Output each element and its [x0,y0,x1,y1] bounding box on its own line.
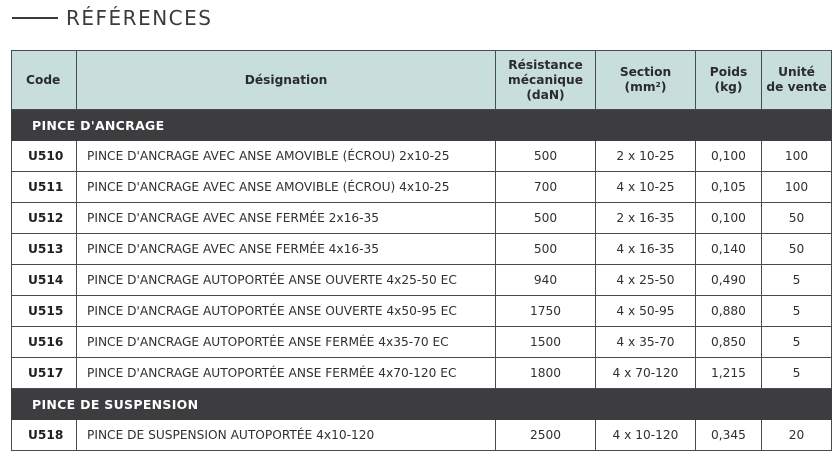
cell-poids: 0,345 [696,420,762,451]
cell-poids: 0,490 [696,265,762,296]
cell-code: U513 [12,234,77,265]
table-row [12,203,832,234]
cell-section: 4 x 25-50 [596,265,696,296]
cell-designation: PINCE D'ANCRAGE AVEC ANSE FERMÉE 4x16-35 [77,234,496,265]
header-resistance [496,51,596,110]
heading-rule [12,17,58,19]
cell-section: 4 x 10-25 [596,172,696,203]
header-section-line: Section [619,65,672,79]
cell-unite: 5 [762,327,832,358]
cell-unite: 50 [762,234,832,265]
cell-code: U517 [12,358,77,389]
cell-resistance: 1800 [496,358,596,389]
cell-section: 4 x 50-95 [596,296,696,327]
cell-code: U510 [12,141,77,172]
table-body [12,110,832,451]
header-resistance-line: Résistance [508,57,583,72]
header-resistance-line: mécanique [508,72,583,87]
cell-section: 2 x 10-25 [596,141,696,172]
cell-code: U518 [12,420,77,451]
cell-unite: 100 [762,172,832,203]
cell-resistance: 500 [496,141,596,172]
table-row [12,141,832,172]
table-header-row [12,51,832,110]
cell-section: 4 x 10-120 [596,420,696,451]
cell-unite: 5 [762,358,832,389]
table-row [12,358,832,389]
cell-unite: 50 [762,203,832,234]
cell-designation: PINCE D'ANCRAGE AVEC ANSE FERMÉE 2x16-35 [77,203,496,234]
cell-poids: 0,850 [696,327,762,358]
cell-unite: 20 [762,420,832,451]
cell-poids: 1,215 [696,358,762,389]
header-poids-line: (kg) [714,80,743,94]
header-resistance-line: (daN) [526,87,565,102]
cell-resistance: 940 [496,265,596,296]
cell-unite: 5 [762,296,832,327]
page-title: RÉFÉRENCES [66,6,213,30]
header-unite-line: Unité [778,65,815,79]
cell-resistance: 1750 [496,296,596,327]
cell-section: 2 x 16-35 [596,203,696,234]
table-row [12,172,832,203]
cell-designation: PINCE D'ANCRAGE AUTOPORTÉE ANSE OUVERTE 4x50-95 EC [77,296,496,327]
table-row [12,296,832,327]
section-heading [12,6,212,30]
header-unite-line: de vente [766,80,827,94]
cell-unite: 100 [762,141,832,172]
header-section [596,51,696,110]
table-row [12,234,832,265]
cell-designation: PINCE D'ANCRAGE AVEC ANSE AMOVIBLE (ÉCROU) 2x10-25 [77,141,496,172]
cell-resistance: 2500 [496,420,596,451]
header-poids-line: Poids [709,65,748,79]
group-label: PINCE DE SUSPENSION [12,389,832,420]
cell-poids: 0,105 [696,172,762,203]
cell-resistance: 1500 [496,327,596,358]
header-poids [696,51,762,110]
cell-resistance: 700 [496,172,596,203]
cell-resistance: 500 [496,203,596,234]
cell-resistance: 500 [496,234,596,265]
cell-poids: 0,100 [696,203,762,234]
group-header-row [12,389,832,420]
references-table [11,50,832,451]
cell-code: U512 [12,203,77,234]
table-row [12,327,832,358]
cell-code: U514 [12,265,77,296]
cell-designation: PINCE DE SUSPENSION AUTOPORTÉE 4x10-120 [77,420,496,451]
cell-code: U515 [12,296,77,327]
header-section-line: (mm²) [624,80,667,94]
cell-poids: 0,100 [696,141,762,172]
header-unite [762,51,832,110]
cell-code: U511 [12,172,77,203]
header-designation: Désignation [77,51,496,110]
cell-designation: PINCE D'ANCRAGE AUTOPORTÉE ANSE OUVERTE 4x25-50 EC [77,265,496,296]
cell-code: U516 [12,327,77,358]
cell-designation: PINCE D'ANCRAGE AUTOPORTÉE ANSE FERMÉE 4x35-70 EC [77,327,496,358]
table-row [12,420,832,451]
cell-poids: 0,140 [696,234,762,265]
cell-section: 4 x 70-120 [596,358,696,389]
cell-designation: PINCE D'ANCRAGE AUTOPORTÉE ANSE FERMÉE 4x70-120 EC [77,358,496,389]
header-code: Code [12,51,77,110]
cell-section: 4 x 35-70 [596,327,696,358]
table-row [12,265,832,296]
cell-designation: PINCE D'ANCRAGE AVEC ANSE AMOVIBLE (ÉCROU) 4x10-25 [77,172,496,203]
group-label: PINCE D'ANCRAGE [12,110,832,141]
cell-poids: 0,880 [696,296,762,327]
cell-unite: 5 [762,265,832,296]
cell-section: 4 x 16-35 [596,234,696,265]
group-header-row [12,110,832,141]
